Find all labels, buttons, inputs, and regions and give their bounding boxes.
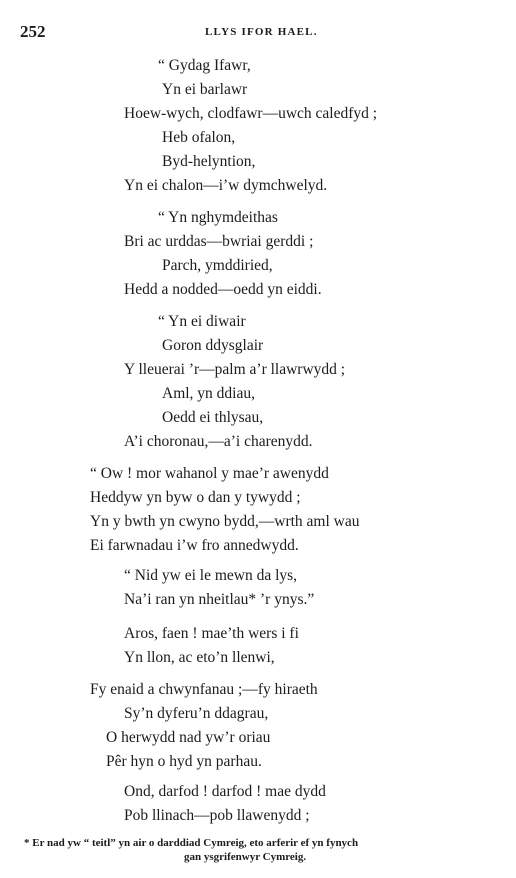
footnote-line: gan ysgrifenwyr Cymreig. bbox=[184, 851, 307, 863]
verse-line: Byd-helyntion, bbox=[162, 153, 256, 170]
verse-line: Ond, darfod ! darfod ! mae dydd bbox=[124, 783, 326, 800]
verse-line: Parch, ymddiried, bbox=[162, 257, 273, 274]
verse-line: Oedd ei thlysau, bbox=[162, 409, 264, 426]
page-number: 252 bbox=[20, 22, 46, 41]
verse-line: “ Nid yw ei le mewn da lys, bbox=[124, 567, 298, 584]
footnote-line: * Er nad yw “ teitl” yn air o darddiad Cymreig, eto arferir ef yn fynych bbox=[24, 837, 359, 849]
verse-line: Heb ofalon, bbox=[162, 129, 236, 146]
verse-line: Goron ddysglair bbox=[162, 337, 264, 354]
verse-line: Aros, faen ! mae’th wers i fi bbox=[124, 625, 299, 642]
verse-line: Pêr hyn o hyd yn parhau. bbox=[106, 753, 262, 770]
verse-line: Hedd a nodded—oedd yn eiddi. bbox=[124, 281, 322, 298]
verse-line: Sy’n dyferu’n ddagrau, bbox=[124, 705, 269, 722]
verse-line: Bri ac urddas—bwriai gerddi ; bbox=[124, 233, 314, 250]
verse-line: Y lleuerai ’r—palm a’r llawrwydd ; bbox=[124, 361, 346, 378]
verse-line: “ Yn ei diwair bbox=[158, 313, 246, 330]
verse-line: Aml, yn ddiau, bbox=[162, 385, 255, 402]
verse-line: Yn llon, ac eto’n llenwi, bbox=[124, 649, 275, 666]
verse-line: “ Gydag Ifawr, bbox=[158, 57, 251, 74]
verse-line: Ei farwnadau i’w fro annedwydd. bbox=[90, 537, 299, 554]
verse-line: Hoew-wych, clodfawr—uwch caledfyd ; bbox=[124, 105, 378, 122]
verse-line: “ Ow ! mor wahanol y mae’r awenydd bbox=[90, 465, 329, 482]
verse-line: O herwydd nad yw’r oriau bbox=[106, 729, 271, 746]
verse-line: Yn ei chalon—i’w dymchwelyd. bbox=[124, 177, 328, 194]
verse-line: Fy enaid a chwynfanau ;—fy hiraeth bbox=[90, 681, 318, 698]
verse-line: Pob llinach—pob llawenydd ; bbox=[124, 807, 310, 824]
verse-line: Na’i ran yn nheitlau* ’r ynys.” bbox=[124, 591, 315, 608]
verse-line: Yn ei barlawr bbox=[162, 81, 248, 98]
verse-line: A’i choronau,—a’i charenydd. bbox=[124, 433, 313, 450]
verse-line: Yn y bwth yn cwyno bydd,—wrth aml wau bbox=[90, 513, 360, 530]
running-title: LLYS IFOR HAEL. bbox=[205, 26, 318, 38]
verse-line: “ Yn nghymdeithas bbox=[158, 209, 278, 226]
verse-line: Heddyw yn byw o dan y tywydd ; bbox=[90, 489, 301, 506]
